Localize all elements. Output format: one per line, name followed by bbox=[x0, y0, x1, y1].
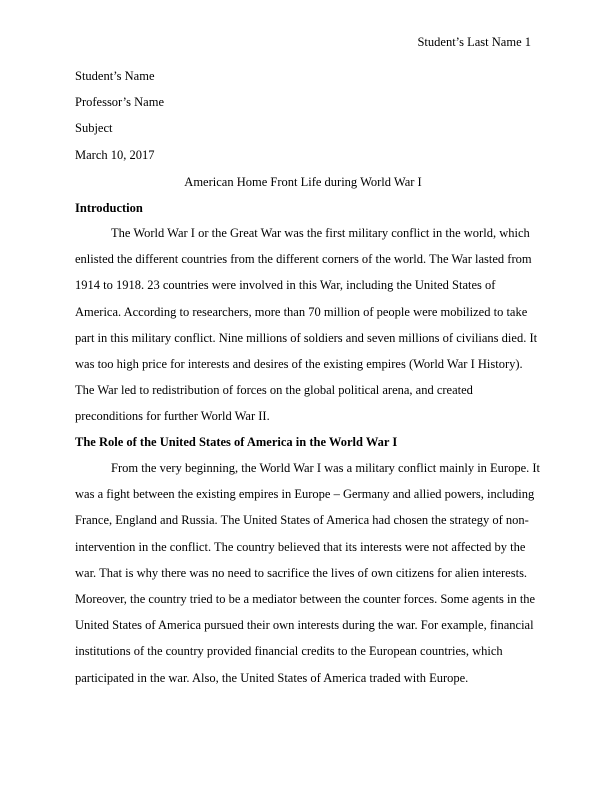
paragraph-line: The World War I or the Great War was the first military conflict in the world, which bbox=[111, 226, 530, 240]
mla-header-block bbox=[75, 68, 164, 173]
paragraph-line: From the very beginning, the World War I was a military conflict mainly in Europe. It bbox=[111, 461, 541, 475]
paragraph-line: 1914 to 1918. 23 countries were involved in this War, including the United States of bbox=[75, 278, 496, 293]
paragraph-line: intervention in the conflict. The country believed that its interests were not affected by the bbox=[75, 539, 526, 554]
student-name: Student’s Name bbox=[75, 69, 155, 83]
date: March 10, 2017 bbox=[75, 147, 155, 162]
paragraph-role-of-usa bbox=[75, 460, 541, 696]
paragraph-line: was a fight between the existing empires in Europe – Germany and allied powers, including bbox=[75, 487, 535, 502]
paragraph-line: part in this military conflict. Nine millions of soldiers and seven millions of civilians died. It bbox=[75, 330, 538, 345]
professor-name: Professor’s Name bbox=[75, 95, 164, 110]
section-heading-introduction: Introduction bbox=[75, 201, 143, 215]
paragraph-line: United States of America pursued their own interests during the war. For example, financial bbox=[75, 618, 534, 633]
running-head: Student’s Last Name 1 bbox=[417, 35, 531, 49]
paragraph-line: institutions of the country provided financial credits to the European countries, which bbox=[75, 644, 503, 659]
paragraph-line: enlisted the different countries from the different corners of the world. The War lasted from bbox=[75, 252, 532, 267]
subject: Subject bbox=[75, 121, 113, 136]
paragraph-line: America. According to researchers, more than 70 million of people were mobilized to take bbox=[75, 304, 528, 319]
paragraph-line: war. That is why there was no need to sacrifice the lives of own citizens for alien interests. bbox=[75, 565, 528, 580]
essay-title: American Home Front Life during World War I bbox=[184, 175, 422, 189]
section-heading-role-of-usa: The Role of the United States of America in the World War I bbox=[75, 435, 398, 449]
paragraph-line: The War led to redistribution of forces on the global political arena, and created bbox=[75, 383, 473, 398]
paragraph-line: France, England and Russia. The United States of America had chosen the strategy of non- bbox=[75, 513, 529, 528]
paragraph-introduction bbox=[75, 225, 538, 435]
paragraph-line: Moreover, the country tried to be a mediator between the counter forces. Some agents in the bbox=[75, 591, 536, 606]
paragraph-line: was too high price for interests and desires of the existing empires (World War I History). bbox=[75, 356, 523, 371]
paragraph-line: preconditions for further World War II. bbox=[75, 409, 270, 424]
paragraph-line: participated in the war. Also, the United States of America traded with Europe. bbox=[75, 670, 469, 685]
